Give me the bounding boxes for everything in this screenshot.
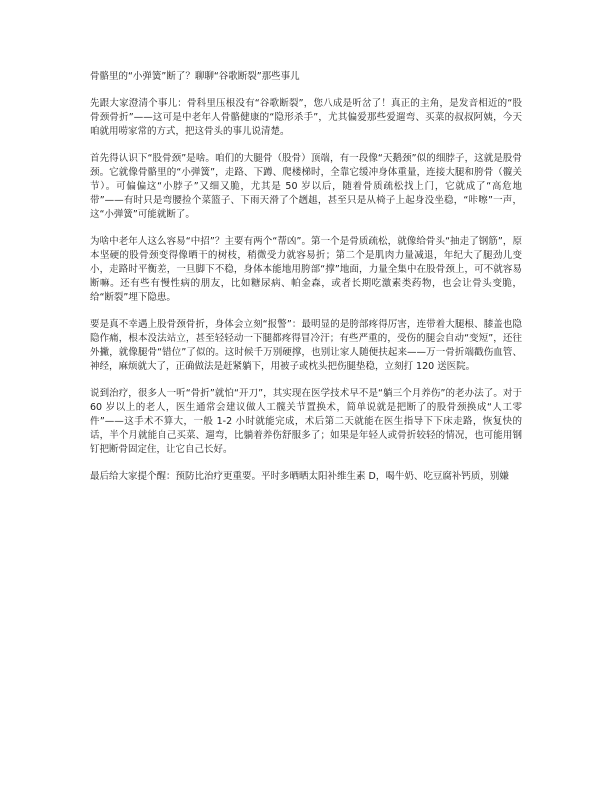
paragraph-1: 先跟大家澄清个事儿：骨科里压根没有“谷歌断裂”，您八成是听岔了！真正的主角，是发音相近的“股骨颈骨折”——这可是中老年人骨骼健康的“隐形杀手”，尤其偏爱那些爱遛弯、买菜的叔叔阿姨，今天咱就用唠家常的方式，把这骨头的事儿说清楚。 [90, 98, 522, 137]
paragraph-6: 最后给大家提个醒：预防比治疗更重要。平时多晒晒太阳补维生素 D，喝牛奶、吃豆腐补钙质，别嫌 [90, 471, 509, 482]
paragraph-5: 说到治疗，很多人一听“骨折”就怕“开刀”，其实现在医学技术早不是“躺三个月养伤”的老办法了。对于 60 岁以上的老人，医生通常会建议做人工髋关节置换术，简单说就是把断了的股骨颈换成“人工零件”——这手术不算大，一般 1-2 小时就能完成，术后第二天就能在医生指导下下床走路，恢复快的话，半个月就能自己买菜、遛弯，比躺着养伤舒服多了；如果是年轻人或骨折较轻的情况，也可能用钢钉把断骨固定住，让它自己长好。 [90, 388, 522, 455]
paragraph-3: 为啥中老年人这么容易“中招”？主要有两个“帮凶”。第一个是骨质疏松，就像给骨头“抽走了钢筋”，原本坚硬的股骨颈变得像晒干的树枝，稍微受力就容易折；第二个是肌肉力量减退，年纪大了腿劲儿变小，走路时平衡差，一旦脚下不稳，身体本能地用胯部“撑”地面，力量全集中在股骨颈上，可不就容易断嘛。还有些有慢性病的朋友，比如糖尿病、帕金森，或者长期吃激素类药物，也会让骨头变脆，给“断裂”埋下隐患。 [90, 236, 522, 303]
document-page [90, 70, 522, 497]
paragraph-2: 首先得认识下“股骨颈”是啥。咱们的大腿骨（股骨）顶端，有一段像“天鹅颈”似的细脖子，这就是股骨颈。它就像骨骼里的“小弹簧”，走路、下蹲、爬楼梯时，全靠它缓冲身体重量，连接大腿和胯骨（髋关节）。可偏偏这“小脖子”又细又脆，尤其是 50 岁以后，随着骨质疏松找上门，它就成了“高危地带”——有时只是弯腰捡个菜篮子、下雨天滑了个趔趄，甚至只是从椅子上起身没坐稳，“咔嚓”一声，这“小弹簧”可能就断了。 [90, 153, 522, 220]
document-title: 骨骼里的“小弹簧”断了？聊聊“谷歌断裂”那些事儿 [90, 71, 300, 82]
paragraph-4: 要是真不幸遇上股骨颈骨折，身体会立刻“报警”：最明显的是胯部疼得厉害，连带着大腿根、膝盖也隐隐作痛，根本没法站立，甚至轻轻动一下腿都疼得冒冷汗；有些严重的，受伤的腿会自动“变短”，还往外撇，就像腿骨“错位”了似的。这时候千万别硬撑，也别让家人随便扶起来——万一骨折端戳伤血管、神经，麻烦就大了，正确做法是赶紧躺下，用被子或枕头把伤腿垫稳，立刻打 120 送医院。 [90, 319, 522, 372]
